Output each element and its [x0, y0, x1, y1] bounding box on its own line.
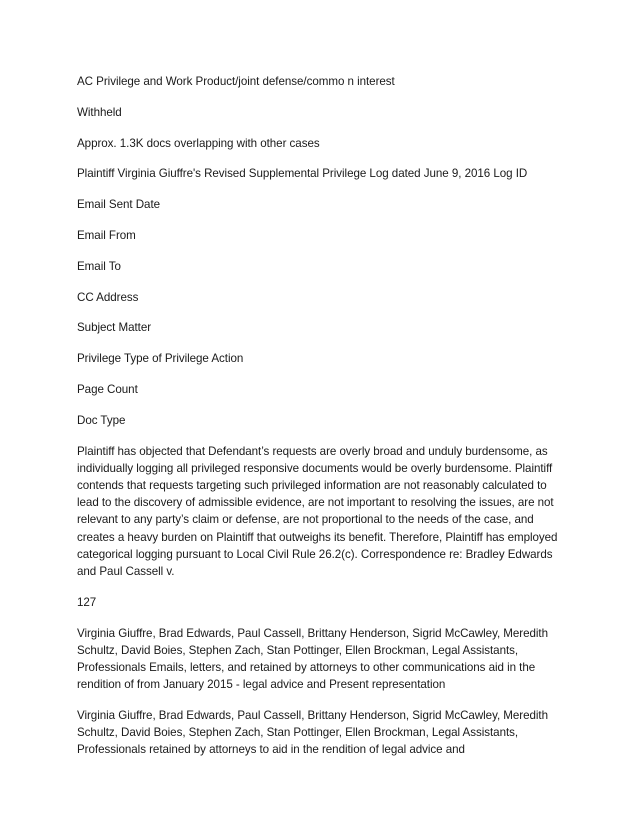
log-title-line: Plaintiff Virginia Giuffre's Revised Supplemental Privilege Log dated June 9, 2016 Log ID [77, 167, 528, 181]
field-privilege-type: Privilege Type of Privilege Action [77, 352, 244, 366]
field-email-sent-date: Email Sent Date [77, 198, 161, 212]
objection-paragraph: Plaintiff has objected that Defendant’s requests are overly broad and unduly burdensome, as individually logging all privileged responsive documents would be overly burdensome. Plaintiff contends that requests targeting such privileged information are not reasonably calculated to lead to the discovery of admissible evidence, are not important to resolving the issues, are not relevant to any party’s claim or defense, are not proportional to the needs of the case, and creates a heavy burden on Plaintiff that outweighs its benefit. Therefore, Plaintiff has employed categorical logging pursuant to Local Civil Rule 26.2(c). Correspondence re: Bradley Edwards and Paul Cassell v. [77, 444, 558, 578]
action-line: Withheld [77, 105, 122, 119]
field-doc-type: Doc Type [77, 413, 126, 427]
field-email-from: Email From [77, 228, 136, 242]
document-body [77, 73, 567, 772]
privilege-basis-line: AC Privilege and Work Product/joint defense/commo n interest [77, 75, 395, 88]
field-email-to: Email To [77, 259, 121, 273]
field-subject-matter: Subject Matter [77, 321, 152, 335]
field-cc-address: CC Address [77, 290, 139, 304]
participants-paragraph-2: Virginia Giuffre, Brad Edwards, Paul Cassell, Brittany Henderson, Sigrid McCawley, Meredith Schultz, David Boies, Stephen Zach, Stan Pottinger, Ellen Brockman, Legal Assistants, Professionals retained by attorneys to aid in the rendition of legal advice and [77, 708, 548, 757]
participants-paragraph-1: Virginia Giuffre, Brad Edwards, Paul Cassell, Brittany Henderson, Sigrid McCawley, Meredith Schultz, David Boies, Stephen Zach, Stan Pottinger, Ellen Brockman, Legal Assistants, Professionals Emails, letters, and retained by attorneys to other communications aid in the rendition of from January 2015 - legal advice and Present representation [77, 626, 548, 692]
doc-count-line: Approx. 1.3K docs overlapping with other cases [77, 136, 320, 150]
field-page-count: Page Count [77, 382, 138, 396]
log-id-number: 127 [77, 595, 97, 609]
